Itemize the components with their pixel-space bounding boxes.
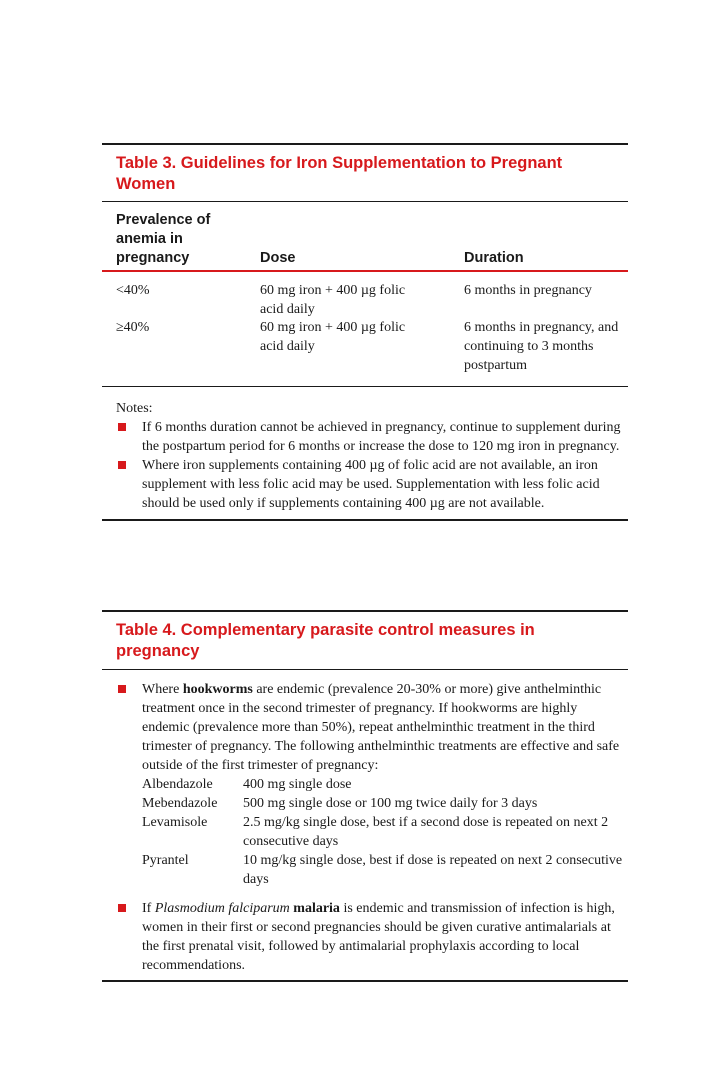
hookworm-prefix: Where	[142, 682, 183, 697]
drug-row	[102, 851, 628, 889]
table-3-bottom-rule	[102, 519, 628, 521]
table-3-header	[102, 202, 628, 268]
drug-dose: 500 mg single dose or 100 mg twice daily for 3 days	[243, 796, 538, 811]
note-text: If 6 months duration cannot be achieved in pregnancy, continue to supplement during the postpartum period for 6 months or increase the dose to 120 mg iron in pregnancy.	[142, 420, 621, 454]
red-square-bullet-icon	[118, 461, 126, 469]
drug-row	[102, 775, 628, 794]
header-prevalence-line3: pregnancy	[116, 250, 190, 266]
row-1-prevalence: <40%	[116, 283, 150, 298]
drug-name: Mebendazole	[142, 796, 218, 811]
row-1-duration: 6 months in pregnancy	[464, 283, 592, 298]
row-1-dose: 60 mg iron + 400 µg folic acid daily	[260, 283, 406, 317]
note-item	[102, 418, 628, 456]
table-3-row-2	[102, 318, 628, 386]
table-3	[102, 143, 628, 521]
red-square-bullet-icon	[118, 423, 126, 431]
row-2-prevalence: ≥40%	[116, 320, 150, 335]
hookworm-item	[102, 680, 628, 775]
header-prevalence-line2: anemia in	[116, 231, 183, 247]
red-square-bullet-icon	[118, 685, 126, 693]
drug-dose: 400 mg single dose	[243, 777, 352, 792]
drug-list	[102, 775, 628, 889]
notes-label: Notes:	[116, 401, 153, 416]
table-4-title: Table 4. Complementary parasite control measures in pregnancy	[116, 621, 535, 660]
table-3-title: Table 3. Guidelines for Iron Supplementation to Pregnant Women	[116, 154, 563, 193]
header-prevalence-line1: Prevalence of	[116, 212, 211, 228]
malaria-species: Plasmodium falciparum	[154, 901, 290, 916]
malaria-keyword: malaria	[289, 901, 340, 916]
note-text: Where iron supplements containing 400 µg of folic acid are not available, an iron supplement with less folic acid may be used. Supplementation with less folic acid should be used only if supplements containing 400 µg are not available.	[142, 458, 600, 511]
header-duration: Duration	[464, 250, 524, 266]
drug-row	[102, 813, 628, 851]
malaria-item	[102, 899, 628, 975]
row-2-dose: 60 mg iron + 400 µg folic acid daily	[260, 320, 406, 354]
drug-dose: 2.5 mg/kg single dose, best if a second dose is repeated on next 2 consecutive days	[243, 815, 609, 849]
table-4-bottom-rule	[102, 980, 628, 982]
row-2-duration: 6 months in pregnancy, and continuing to 3 months postpartum	[464, 320, 619, 373]
header-dose: Dose	[260, 250, 296, 266]
note-item	[102, 456, 628, 513]
table-4	[102, 610, 628, 982]
hookworm-text: are endemic (prevalence 20-30% or more) give anthelminthic treatment once in the second trimester of pregnancy. If hookworms are highly endemic (prevalence more than 50%), repeat anthelminthic treatment in the third trimester of pregnancy. The following anthelminthic treatments are effective and safe outside of the first trimester of pregnancy:	[142, 682, 620, 773]
malaria-text: is endemic and transmission of infection is high, women in their first or second pregnancies should be given curative antimalarials at the first prenatal visit, followed by antimalarial prophylaxis according to local recommendations.	[142, 901, 615, 973]
header-prevalence	[116, 211, 256, 268]
malaria-prefix: If	[142, 901, 155, 916]
drug-name: Albendazole	[142, 777, 213, 792]
table-3-row-1	[102, 272, 628, 318]
red-square-bullet-icon	[118, 904, 126, 912]
drug-name: Pyrantel	[142, 853, 189, 868]
drug-dose: 10 mg/kg single dose, best if dose is repeated on next 2 consecutive days	[243, 853, 623, 887]
drug-name: Levamisole	[142, 815, 208, 830]
hookworm-keyword: hookworms	[182, 682, 253, 697]
table-4-content	[102, 670, 628, 975]
table-3-notes	[102, 387, 628, 517]
drug-row	[102, 794, 628, 813]
